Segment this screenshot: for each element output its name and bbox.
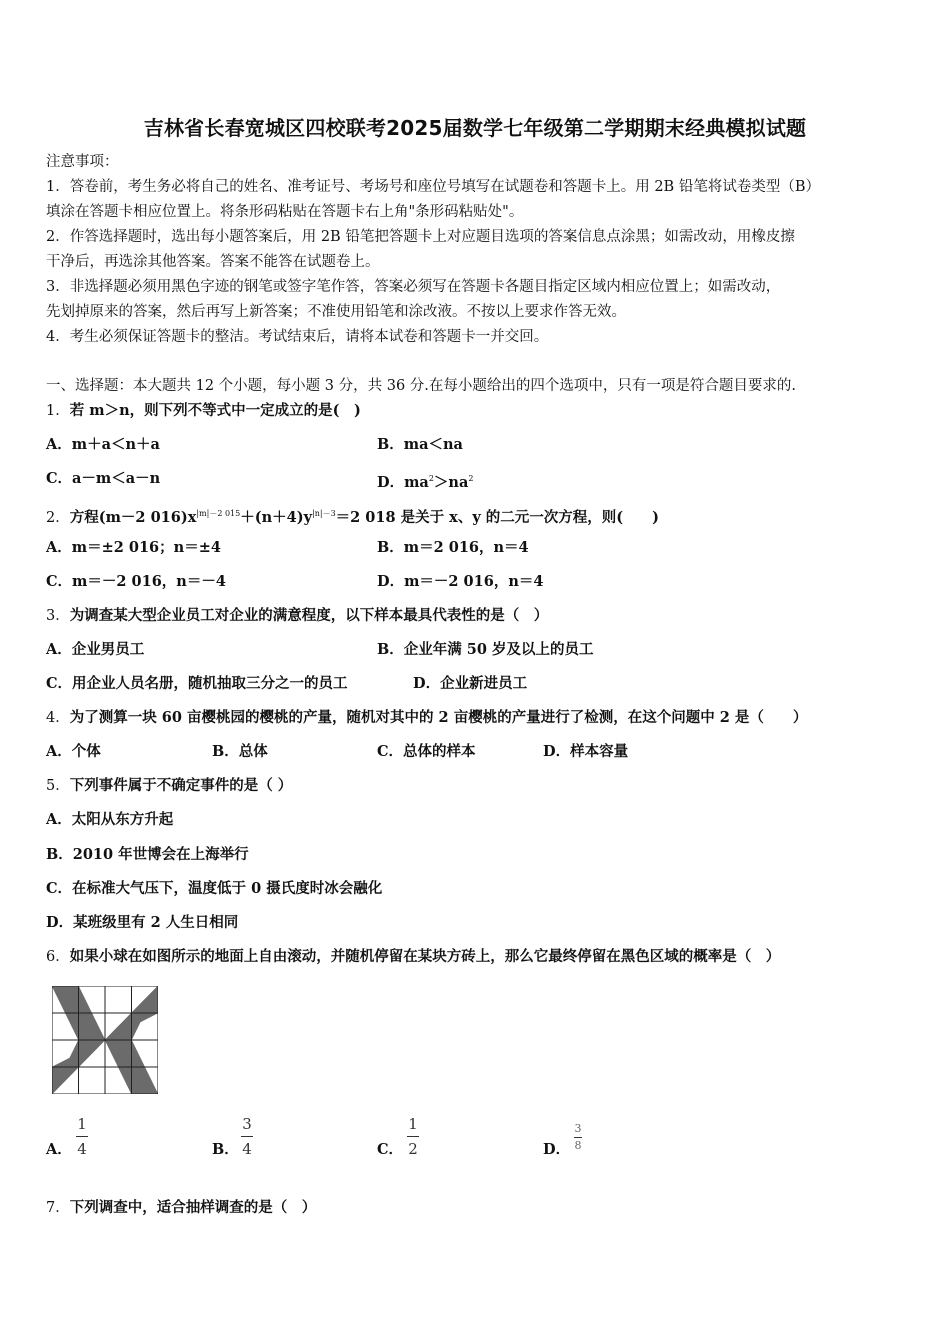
question-stem: 为调查某大型企业员工对企业的满意程度，以下样本最具代表性的是（ ） [69, 607, 549, 624]
q3-option-d: D．企业新进员工 [413, 675, 528, 692]
q3-option-b: B．企业年满 50 岁及以上的员工 [377, 641, 594, 658]
q4-option-b: B．总体 [212, 743, 268, 760]
question-number: 1． [46, 403, 70, 419]
q6-option-c-fraction [407, 1115, 419, 1158]
q1-d-exponent-2: 2 [468, 474, 474, 483]
fraction-bar [76, 1136, 88, 1137]
fraction-numerator: 1 [77, 1115, 87, 1133]
notice-line-1: 1．答卷前，考生务必将自己的姓名、准考证号、考场号和座位号填写在试题卷和答题卡上。用 2B 铅笔将试卷类型（B） [46, 179, 820, 195]
q5-option-c: C．在标准大气压下，温度低于 0 摄氏度时冰会融化 [46, 880, 383, 897]
notice-line-6: 先划掉原来的答案，然后再写上新答案；不准使用铅笔和涂改液。不按以上要求作答无效。 [46, 304, 626, 320]
question-stem: 下列事件属于不确定事件的是（ ） [69, 777, 293, 794]
q2-exponent-x: |m|－2 015 [196, 509, 241, 518]
question-number: 7． [46, 1200, 70, 1216]
q1-d-part-2: ＞na [433, 474, 469, 491]
fraction-numerator: 1 [408, 1115, 418, 1133]
section-heading: 一、选择题：本大题共 12 个小题，每小题 3 分，共 36 分.在每小题给出的四个选项中，只有一项是符合题目要求的. [46, 378, 796, 394]
q6-option-b-fraction [241, 1115, 253, 1158]
notice-line-2: 填涂在答题卡相应位置上。将条形码粘贴在答题卡右上角"条形码粘贴处"。 [46, 204, 524, 220]
q6-option-a: A． [46, 1141, 72, 1158]
q2-exponent-y: |n|－3 [312, 509, 336, 518]
notice-heading: 注意事项： [46, 154, 119, 170]
question-number: 5． [46, 778, 70, 794]
fraction-bar [241, 1136, 253, 1137]
q2-stem-part-2: ＋(n＋4)y [240, 509, 313, 526]
q1-d-part-1: D．ma [377, 474, 429, 491]
question-3 [46, 606, 548, 626]
q5-option-a: A．太阳从东方升起 [46, 811, 174, 828]
q6-option-a-fraction [76, 1115, 88, 1158]
q2-option-a: A．m＝±2 016；n＝±4 [46, 539, 221, 556]
q1-d-exponent-1: 2 [428, 474, 434, 483]
notice-line-3: 2．作答选择题时，选出每小题答案后，用 2B 铅笔把答题卡上对应题目选项的答案信息点涂黑；如需改动，用橡皮擦 [46, 229, 795, 245]
q5-option-d: D．某班级里有 2 人生日相同 [46, 914, 239, 931]
q6-option-c: C． [377, 1141, 404, 1158]
question-number: 6． [46, 949, 70, 965]
fraction-denominator: 2 [408, 1140, 418, 1158]
question-stem: 若 m＞n，则下列不等式中一定成立的是( ) [69, 402, 361, 419]
question-number: 2． [46, 510, 70, 526]
notice-line-4: 干净后，再选涂其他答案。答案不能答在试题卷上。 [46, 254, 380, 270]
q1-option-d [377, 469, 473, 493]
q6-option-d: D． [543, 1141, 571, 1158]
fraction-denominator: 4 [77, 1140, 87, 1158]
question-6 [46, 947, 780, 967]
notice-line-5: 3．非选择题必须用黑色字迹的钢笔或签字笔作答，答案必须写在答题卡各题目指定区域内相应位置上；如需改动， [46, 279, 781, 295]
q2-stem-part-1: 方程(m－2 016)x [69, 509, 197, 526]
q6-option-d-fraction [574, 1123, 582, 1152]
q6-option-b: B． [212, 1141, 239, 1158]
q2-option-c: C．m＝－2 016，n＝－4 [46, 573, 226, 590]
question-stem: 为了测算一块 60 亩樱桃园的樱桃的产量，随机对其中的 2 亩樱桃的产量进行了检测，在这个问题中 2 是（ ） [69, 709, 808, 726]
q2-option-d: D．m＝－2 016，n＝4 [377, 573, 544, 590]
fraction-numerator: 3 [242, 1115, 252, 1133]
q3-option-a: A．企业男员工 [46, 641, 145, 658]
q3-option-c: C．用企业人员名册，随机抽取三分之一的员工 [46, 675, 348, 692]
fraction-bar [407, 1136, 419, 1137]
notice-line-7: 4．考生必须保证答题卡的整洁。考试结束后，请将本试卷和答题卡一并交回。 [46, 329, 549, 345]
question-5 [46, 776, 292, 796]
q1-option-c: C．a－m＜a－n [46, 470, 161, 487]
q4-option-a: A．个体 [46, 743, 101, 760]
question-number: 4． [46, 710, 70, 726]
question-7 [46, 1198, 316, 1218]
question-2 [46, 504, 659, 528]
q5-option-b: B．2010 年世博会在上海举行 [46, 846, 249, 863]
fraction-numerator: 3 [574, 1122, 582, 1135]
q4-option-c: C．总体的样本 [377, 743, 476, 760]
fraction-denominator: 4 [242, 1140, 252, 1158]
q4-option-d: D．样本容量 [543, 743, 629, 760]
pinwheel-tile-figure [52, 986, 158, 1094]
q2-option-b: B．m＝2 016，n＝4 [377, 539, 529, 556]
question-1 [46, 401, 361, 421]
q1-option-a: A．m＋a＜n＋a [46, 436, 160, 453]
fraction-denominator: 8 [574, 1139, 582, 1152]
q1-option-b: B．ma＜na [377, 436, 463, 453]
question-stem: 下列调查中，适合抽样调查的是（ ） [69, 1199, 317, 1216]
question-stem: 如果小球在如图所示的地面上自由滚动，并随机停留在某块方砖上，那么它最终停留在黑色区域的概率是（ ） [69, 948, 781, 965]
fraction-bar [574, 1137, 582, 1138]
q2-stem-part-3: ＝2 018 是关于 x、y 的二元一次方程，则( ) [335, 509, 660, 526]
question-number: 3． [46, 608, 70, 624]
exam-title: 吉林省长春宽城区四校联考2025届数学七年级第二学期期末经典模拟试题 [143, 116, 807, 140]
question-4 [46, 708, 807, 728]
